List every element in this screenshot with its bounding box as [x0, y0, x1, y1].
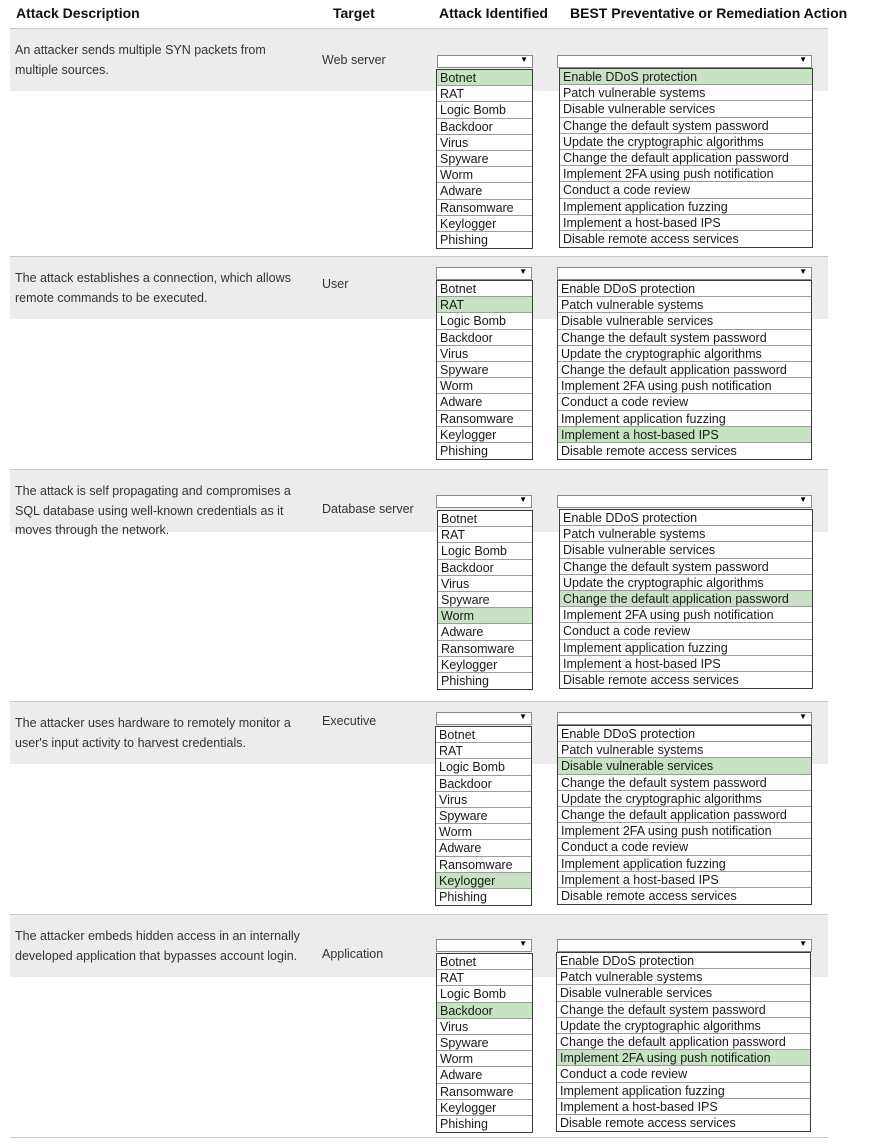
action-option[interactable]: Implement application fuzzing [557, 1083, 810, 1099]
attack-target: Web server [322, 53, 386, 67]
attack-option[interactable]: Virus [437, 135, 532, 151]
question-row [10, 469, 828, 702]
attack-dropdown[interactable] [436, 267, 532, 280]
action-option[interactable]: Disable remote access services [560, 1115, 736, 1130]
attack-option[interactable]: Botnet [437, 281, 532, 297]
attack-option[interactable]: Ransomware [437, 200, 532, 216]
action-dropdown[interactable] [557, 939, 812, 952]
action-dropdown[interactable] [557, 55, 812, 68]
attack-option[interactable]: Spyware [437, 362, 532, 378]
question-row [10, 256, 828, 470]
attack-option[interactable]: Logic Bomb [438, 543, 532, 559]
chevron-down-icon[interactable]: ▼ [799, 712, 807, 721]
header-best-action: BEST Preventative or Remediation Action [570, 5, 848, 21]
action-dropdown[interactable] [557, 267, 812, 280]
table-bottom-border [10, 1137, 828, 1138]
attack-option[interactable]: Ransomware [436, 857, 531, 873]
action-option[interactable]: Patch vulnerable systems [558, 297, 811, 313]
attack-option[interactable]: Keylogger [437, 1100, 532, 1116]
attack-option[interactable]: Worm [437, 1051, 532, 1067]
attack-option[interactable]: Virus [437, 346, 532, 362]
question-row [10, 914, 828, 1138]
action-dropdown[interactable] [557, 712, 812, 725]
action-dropdown[interactable] [557, 495, 812, 508]
action-option[interactable]: Patch vulnerable systems [560, 526, 812, 542]
action-option-list [557, 725, 812, 905]
attack-option[interactable]: Ransomware [438, 641, 532, 657]
action-option[interactable]: Implement a host-based IPS [560, 656, 812, 672]
action-option-list [557, 280, 812, 460]
action-option[interactable]: Implement application fuzzing [558, 856, 811, 872]
chevron-down-icon[interactable]: ▼ [799, 267, 807, 276]
action-option[interactable]: Change the default system password [558, 775, 811, 791]
question-row [10, 701, 828, 915]
header-attack-identified: Attack Identified [439, 5, 548, 21]
action-option[interactable]: Disable vulnerable services [560, 542, 812, 558]
action-option[interactable]: Disable vulnerable services [560, 101, 812, 117]
attack-option[interactable]: Virus [436, 792, 531, 808]
action-option-list [559, 68, 813, 248]
attack-option[interactable]: Ransomware [437, 1084, 532, 1100]
attack-option[interactable]: Worm [436, 824, 531, 840]
action-option[interactable]: Disable remote access services [563, 672, 739, 687]
attack-option[interactable]: Botnet [437, 70, 532, 86]
action-option[interactable]: Implement 2FA using push notification [560, 166, 812, 182]
action-option[interactable]: Update the cryptographic algorithms [560, 134, 812, 150]
action-option[interactable]: Implement 2FA using push notification [557, 1050, 810, 1066]
attack-option[interactable]: Logic Bomb [436, 759, 531, 775]
attack-option[interactable]: Worm [438, 608, 532, 624]
attack-option[interactable]: Adware [437, 394, 532, 410]
action-option[interactable]: Update the cryptographic algorithms [558, 791, 811, 807]
attack-option[interactable]: Ransomware [437, 411, 532, 427]
attack-option[interactable]: Keylogger [438, 657, 532, 673]
chevron-down-icon[interactable]: ▼ [519, 712, 527, 721]
attack-target: Application [322, 947, 384, 961]
attack-option[interactable]: Keylogger [437, 216, 532, 232]
attack-option[interactable]: Botnet [437, 954, 532, 970]
action-option[interactable]: Conduct a code review [558, 839, 811, 855]
attack-target: Executive [322, 714, 377, 728]
attack-description: The attacker uses hardware to remotely monitor a user's input activity to harvest credentials. [15, 716, 291, 750]
attack-option[interactable]: Keylogger [436, 873, 531, 889]
chevron-down-icon[interactable]: ▼ [799, 55, 807, 64]
action-option-list [556, 952, 811, 1132]
attack-description: The attack is self propagating and compromises a SQL database using well-known credentials as it moves through the network. [15, 484, 291, 537]
attack-description: The attack establishes a connection, which allows remote commands to be executed. [15, 271, 291, 305]
attack-option[interactable]: Backdoor [438, 560, 532, 576]
action-option[interactable]: Conduct a code review [558, 394, 811, 410]
action-option[interactable]: Implement 2FA using push notification [560, 607, 812, 623]
attack-option-list [436, 953, 533, 1133]
attack-option[interactable]: Phishing [440, 232, 488, 247]
attack-option[interactable]: Spyware [437, 151, 532, 167]
attack-option[interactable]: RAT [436, 743, 531, 759]
action-option[interactable]: Change the default application password [560, 591, 812, 607]
attack-dropdown[interactable] [437, 55, 533, 68]
action-option[interactable]: Patch vulnerable systems [560, 85, 812, 101]
attack-option[interactable]: RAT [437, 970, 532, 986]
attack-option[interactable]: Spyware [436, 808, 531, 824]
action-option[interactable]: Implement 2FA using push notification [558, 378, 811, 394]
action-option[interactable]: Conduct a code review [560, 623, 812, 639]
attack-option[interactable]: Phishing [441, 673, 489, 688]
action-option[interactable]: Change the default application password [560, 150, 812, 166]
action-option[interactable]: Patch vulnerable systems [558, 742, 811, 758]
attack-option[interactable]: Adware [437, 183, 532, 199]
chevron-down-icon[interactable]: ▼ [519, 495, 527, 504]
action-option[interactable]: Patch vulnerable systems [557, 969, 810, 985]
action-option[interactable]: Enable DDoS protection [560, 69, 812, 85]
attack-option[interactable]: Logic Bomb [437, 313, 532, 329]
attack-option-list [437, 510, 533, 690]
attack-dropdown[interactable] [436, 939, 532, 952]
attack-description: The attacker embeds hidden access in an internally developed application that bypasses account login. [15, 929, 300, 963]
action-option[interactable]: Disable vulnerable services [558, 313, 811, 329]
action-option[interactable]: Change the default application password [558, 807, 811, 823]
attack-option[interactable]: Virus [438, 576, 532, 592]
attack-option[interactable]: Adware [436, 840, 531, 856]
attack-option[interactable]: Virus [437, 1019, 532, 1035]
action-option[interactable]: Conduct a code review [560, 182, 812, 198]
attack-option[interactable]: Backdoor [436, 776, 531, 792]
header-attack-description: Attack Description [16, 5, 140, 21]
action-option[interactable]: Implement a host-based IPS [557, 1099, 810, 1115]
attack-option[interactable]: Logic Bomb [437, 986, 532, 1002]
chevron-down-icon[interactable]: ▼ [799, 939, 807, 948]
action-option[interactable]: Enable DDoS protection [558, 281, 811, 297]
action-option[interactable]: Implement a host-based IPS [558, 872, 811, 888]
attack-option[interactable]: RAT [438, 527, 532, 543]
attack-option[interactable]: Keylogger [437, 427, 532, 443]
attack-option[interactable]: Spyware [438, 592, 532, 608]
chevron-down-icon[interactable]: ▼ [519, 267, 527, 276]
action-option[interactable]: Change the default application password [558, 362, 811, 378]
action-option[interactable]: Disable remote access services [563, 231, 739, 246]
attack-dropdown[interactable] [436, 495, 532, 508]
attack-option[interactable]: Adware [438, 624, 532, 640]
action-option[interactable]: Change the default system password [557, 1002, 810, 1018]
attack-option[interactable]: Phishing [440, 1116, 488, 1131]
action-option[interactable]: Implement a host-based IPS [560, 215, 812, 231]
action-option[interactable]: Update the cryptographic algorithms [560, 575, 812, 591]
action-option[interactable]: Enable DDoS protection [560, 510, 812, 526]
attack-option[interactable]: Backdoor [437, 1003, 532, 1019]
attack-option[interactable]: Spyware [437, 1035, 532, 1051]
action-option[interactable]: Implement 2FA using push notification [558, 823, 811, 839]
action-option[interactable]: Change the default system password [560, 118, 812, 134]
attack-option[interactable]: Worm [437, 378, 532, 394]
attack-option[interactable]: Phishing [439, 889, 487, 904]
action-option[interactable]: Disable vulnerable services [557, 985, 810, 1001]
attack-target: Database server [322, 502, 414, 516]
attack-option[interactable]: Backdoor [437, 119, 532, 135]
action-option[interactable]: Disable remote access services [561, 888, 737, 903]
chevron-down-icon[interactable]: ▼ [799, 495, 807, 504]
attack-option[interactable]: Backdoor [437, 330, 532, 346]
attack-option-list [436, 280, 533, 460]
attack-description: An attacker sends multiple SYN packets from multiple sources. [15, 43, 266, 77]
attack-option[interactable]: Botnet [436, 727, 531, 743]
attack-option[interactable]: Worm [437, 167, 532, 183]
action-option[interactable]: Implement application fuzzing [558, 411, 811, 427]
header-target: Target [333, 5, 375, 21]
action-option[interactable]: Enable DDoS protection [558, 726, 811, 742]
attack-option-list [436, 69, 533, 249]
action-option[interactable]: Conduct a code review [557, 1066, 810, 1082]
attack-option[interactable]: Botnet [438, 511, 532, 527]
action-option[interactable]: Implement a host-based IPS [558, 427, 811, 443]
action-option[interactable]: Disable remote access services [561, 443, 737, 458]
table-header [0, 0, 876, 28]
attack-option-list [435, 726, 532, 906]
action-option[interactable]: Disable vulnerable services [558, 758, 811, 774]
action-option[interactable]: Update the cryptographic algorithms [558, 346, 811, 362]
attack-target: User [322, 277, 349, 291]
action-option[interactable]: Implement application fuzzing [560, 199, 812, 215]
attack-option[interactable]: Adware [437, 1067, 532, 1083]
action-option[interactable]: Update the cryptographic algorithms [557, 1018, 810, 1034]
action-option-list [559, 509, 813, 689]
action-option[interactable]: Implement application fuzzing [560, 640, 812, 656]
attack-dropdown[interactable] [436, 712, 532, 725]
chevron-down-icon[interactable]: ▼ [519, 939, 527, 948]
attack-option[interactable]: RAT [437, 86, 532, 102]
question-row [10, 28, 828, 257]
attack-option[interactable]: RAT [437, 297, 532, 313]
action-option[interactable]: Change the default application password [557, 1034, 810, 1050]
attack-option[interactable]: Phishing [440, 443, 488, 458]
action-option[interactable]: Enable DDoS protection [557, 953, 810, 969]
chevron-down-icon[interactable]: ▼ [520, 55, 528, 64]
action-option[interactable]: Change the default system password [558, 330, 811, 346]
action-option[interactable]: Change the default system password [560, 559, 812, 575]
attack-option[interactable]: Logic Bomb [437, 102, 532, 118]
